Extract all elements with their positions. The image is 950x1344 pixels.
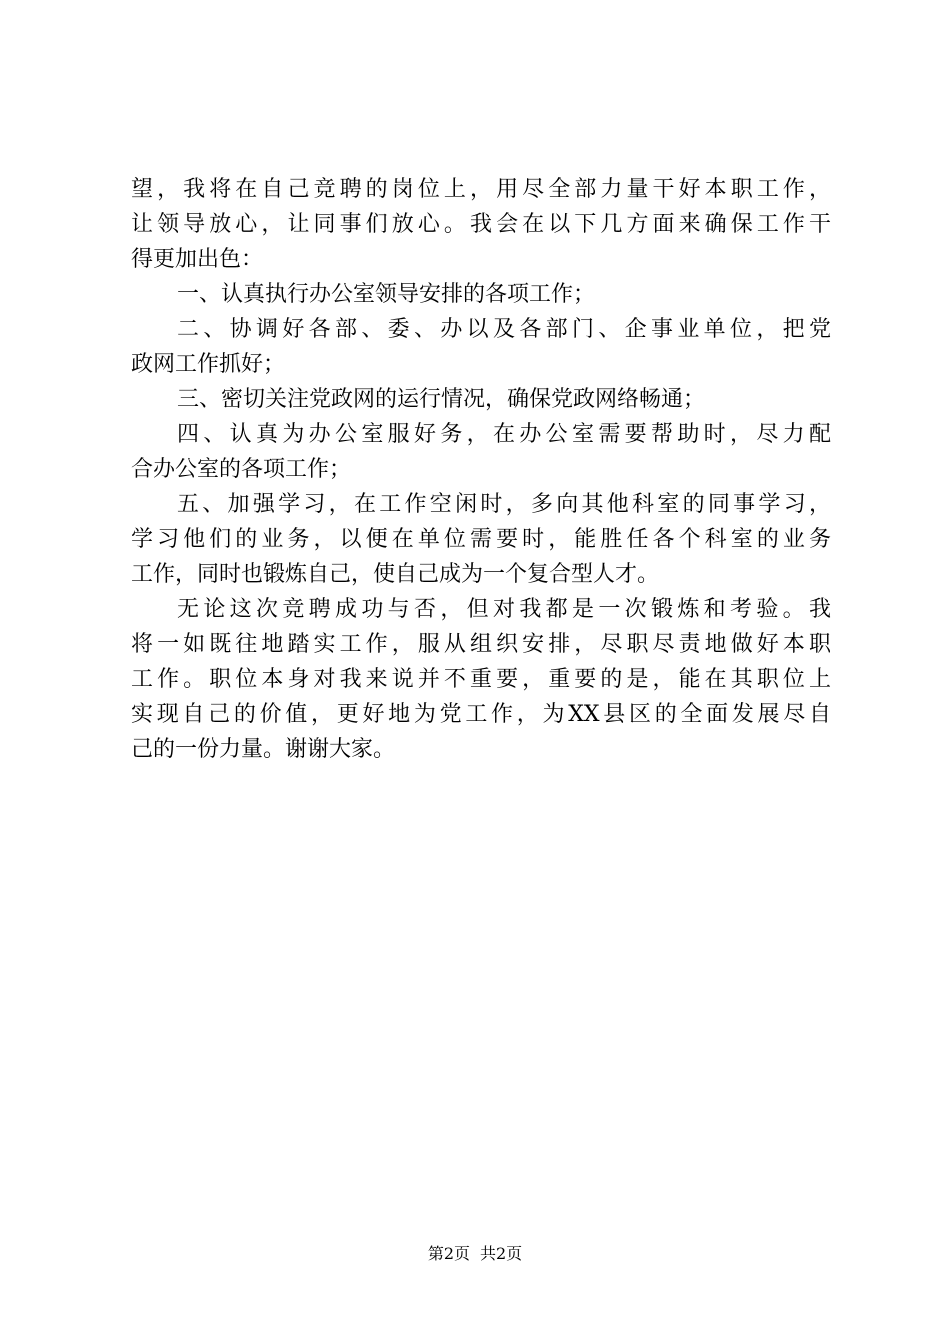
text-line: 五、加强学习，在工作空闲时，多向其他科室的同事学习， — [177, 492, 831, 517]
text-line: 得更加出色： — [131, 247, 264, 272]
text-line: 政网工作抓好； — [131, 352, 286, 377]
text-line: 己的一份力量。谢谢大家。 — [131, 737, 396, 762]
text-line: 学习他们的业务，以便在单位需要时，能胜任各个科室的业务 — [131, 527, 831, 552]
text-line: 工作，同时也锻炼自己，使自己成为一个复合型人才。 — [131, 562, 660, 587]
text-line: 望，我将在自己竞聘的岗位上，用尽全部力量干好本职工作， — [131, 177, 831, 202]
page-number: 第2页 — [427, 1244, 470, 1263]
page-footer — [0, 1243, 950, 1265]
text-line: 合办公室的各项工作； — [131, 457, 352, 482]
text-line: 工作。职位本身对我来说并不重要，重要的是，能在其职位上 — [131, 667, 831, 692]
page-total: 共2页 — [480, 1244, 523, 1263]
text-line: 一、认真执行办公室领导安排的各项工作； — [177, 282, 596, 307]
text-line: 无论这次竞聘成功与否，但对我都是一次锻炼和考验。我 — [177, 597, 831, 622]
document-body — [131, 172, 831, 767]
text-line: 将一如既往地踏实工作，服从组织安排，尽职尽责地做好本职 — [131, 632, 831, 657]
text-line: 四、认真为办公室服好务，在办公室需要帮助时，尽力配 — [177, 422, 831, 447]
text-line: 实现自己的价值，更好地为党工作，为XX县区的全面发展尽自 — [131, 702, 831, 727]
text-line: 让领导放心，让同事们放心。我会在以下几方面来确保工作干 — [131, 212, 831, 237]
text-line: 三、密切关注党政网的运行情况，确保党政网络畅通； — [177, 387, 706, 412]
text-line: 二、协调好各部、委、办以及各部门、企事业单位，把党 — [177, 317, 831, 342]
